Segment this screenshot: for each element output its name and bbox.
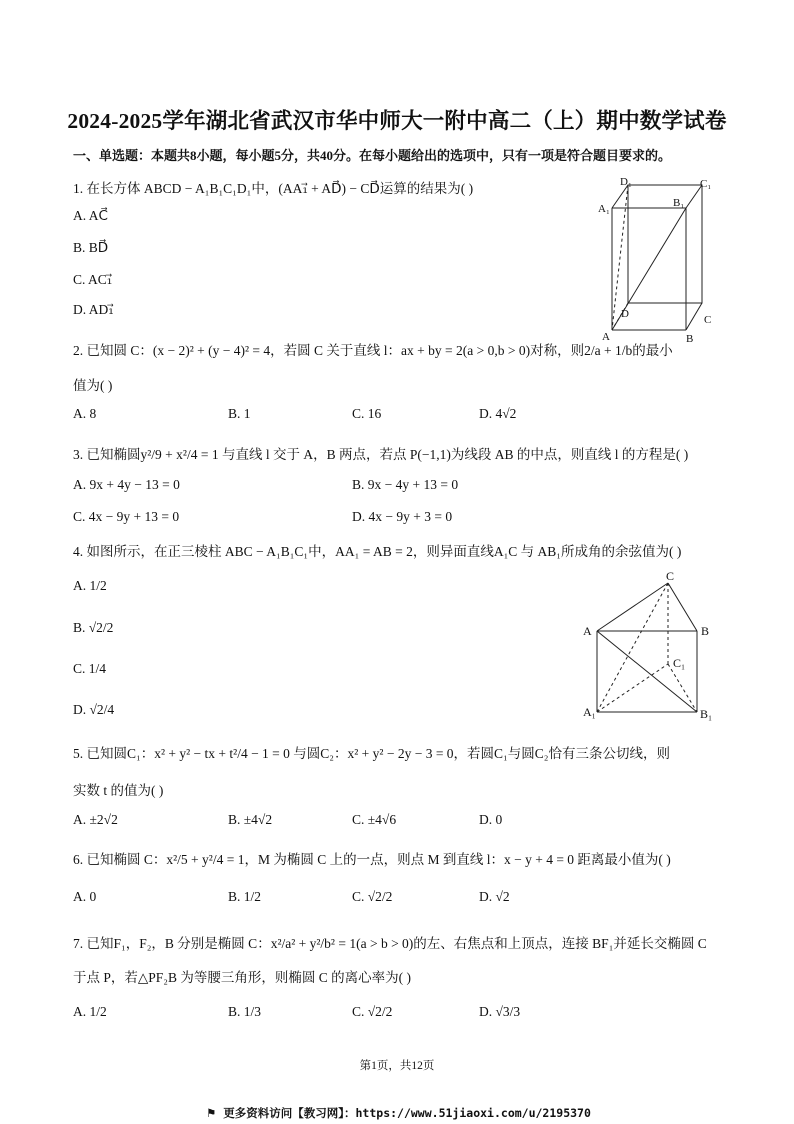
q4-option-a: A. 1/2 bbox=[73, 578, 107, 593]
q2-option-d: D. 4√2 bbox=[479, 406, 517, 421]
question-7-stem: 7. 已知F₁，F₂，B 分别是椭圆 C：x²/a² + y²/b² = 1(a > b > 0)的左、右焦点和上顶点，连接 BF₁并延长交椭圆 C bbox=[73, 936, 707, 951]
question-2-stem-continued: 值为( ) bbox=[73, 378, 113, 393]
prism-figure bbox=[580, 568, 720, 724]
label-b: B bbox=[701, 624, 710, 638]
question-5-stem: 5. 已知圆C₁：x² + y² − tx + t²/4 − 1 = 0 与圆C₂：x² + y² − 2y − 3 = 0，若圆C₁与圆C₂恰有三条公切线，则 bbox=[73, 746, 670, 761]
question-3-stem: 3. 已知椭圆y²/9 + x²/4 = 1 与直线 l 交于 A，B 两点，若点 P(−1,1)为线段 AB 的中点，则直线 l 的方程是( ) bbox=[73, 447, 689, 462]
q6-option-c: C. √2/2 bbox=[352, 889, 393, 904]
label-b: B bbox=[686, 333, 694, 345]
label-a1: A₁ bbox=[583, 705, 596, 719]
q4-option-d: D. √2/4 bbox=[73, 702, 115, 717]
q3-option-d: D. 4x − 9y + 3 = 0 bbox=[352, 509, 453, 524]
q5-option-a: A. ±2√2 bbox=[73, 812, 118, 827]
q5-option-d: D. 0 bbox=[479, 812, 503, 827]
page-title: 2024-2025学年湖北省武汉市华中师大一附中高二（上）期中数学试卷 bbox=[67, 109, 727, 133]
promo-link[interactable] bbox=[206, 1105, 591, 1121]
q4-option-b: B. √2/2 bbox=[73, 620, 114, 635]
q7-option-d: D. √3/3 bbox=[479, 1004, 521, 1019]
q1-option-a: A. AC⃗ bbox=[73, 208, 108, 223]
label-d: D bbox=[621, 308, 629, 320]
q3-option-c: C. 4x − 9y + 13 = 0 bbox=[73, 509, 180, 524]
section-header: 一、单选题：本题共8小题，每小题5分，共40分。在每小题给出的选项中，只有一项是符合题目要求的。 bbox=[73, 148, 672, 163]
page-footer: 第1页，共12页 bbox=[359, 1060, 435, 1072]
q5-option-c: C. ±4√6 bbox=[352, 812, 397, 827]
label-b1: B₁ bbox=[673, 197, 685, 209]
q1-option-c: C. AC₁⃗ bbox=[73, 272, 113, 287]
label-c: C bbox=[666, 569, 675, 583]
q4-option-c: C. 1/4 bbox=[73, 661, 107, 676]
q6-option-d: D. √2 bbox=[479, 889, 510, 904]
cuboid-figure bbox=[590, 175, 720, 345]
q6-option-b: B. 1/2 bbox=[228, 889, 262, 904]
label-c: C bbox=[704, 314, 712, 326]
label-a: A bbox=[583, 624, 592, 638]
label-b1: B₁ bbox=[700, 707, 713, 721]
question-4-stem: 4. 如图所示，在正三棱柱 ABC − A₁B₁C₁中，AA₁ = AB = 2，则异面直线A₁C 与 AB₁所成角的余弦值为( ) bbox=[73, 544, 682, 559]
q7-option-a: A. 1/2 bbox=[73, 1004, 107, 1019]
label-c1: C₁ bbox=[673, 656, 686, 670]
promo-link-text[interactable]: 更多资料访问【教习网】：https://www.51jiaoxi.com/u/2195370 bbox=[223, 1106, 591, 1120]
q2-option-c: C. 16 bbox=[352, 406, 382, 421]
q1-option-d: D. AD₁⃗ bbox=[73, 302, 114, 317]
question-6-stem: 6. 已知椭圆 C：x²/5 + y²/4 = 1，M 为椭圆 C 上的一点，则点 M 到直线 l：x − y + 4 = 0 距离最小值为( ) bbox=[73, 852, 671, 867]
q5-option-b: B. ±4√2 bbox=[228, 812, 273, 827]
q7-option-b: B. 1/3 bbox=[228, 1004, 262, 1019]
question-5-stem-continued: 实数 t 的值为( ) bbox=[73, 783, 164, 798]
q7-option-c: C. √2/2 bbox=[352, 1004, 393, 1019]
q6-option-a: A. 0 bbox=[73, 889, 97, 904]
label-c1: C₁ bbox=[700, 178, 712, 190]
question-2-stem: 2. 已知圆 C：(x − 2)² + (y − 4)² = 4，若圆 C 关于直线 l：ax + by = 2(a > 0,b > 0)对称，则2/a + 1/b的最小 bbox=[73, 343, 673, 358]
label-a1: A₁ bbox=[598, 203, 610, 215]
label-a: A bbox=[602, 331, 610, 343]
q3-option-a: A. 9x + 4y − 13 = 0 bbox=[73, 477, 180, 492]
q2-option-a: A. 8 bbox=[73, 406, 97, 421]
question-1-stem: 1. 在长方体 ABCD − A₁B₁C₁D₁中，(AA₁⃗ + AD⃗) − CD⃗运算的结果为( ) bbox=[73, 181, 474, 196]
flag-icon: ⚑ bbox=[206, 1106, 217, 1120]
q1-option-b: B. BD⃗ bbox=[73, 240, 109, 255]
label-d1: D₁ bbox=[620, 176, 632, 188]
question-7-stem-continued: 于点 P，若△PF₂B 为等腰三角形，则椭圆 C 的离心率为( ) bbox=[73, 970, 411, 985]
q2-option-b: B. 1 bbox=[228, 406, 251, 421]
q3-option-b: B. 9x − 4y + 13 = 0 bbox=[352, 477, 459, 492]
